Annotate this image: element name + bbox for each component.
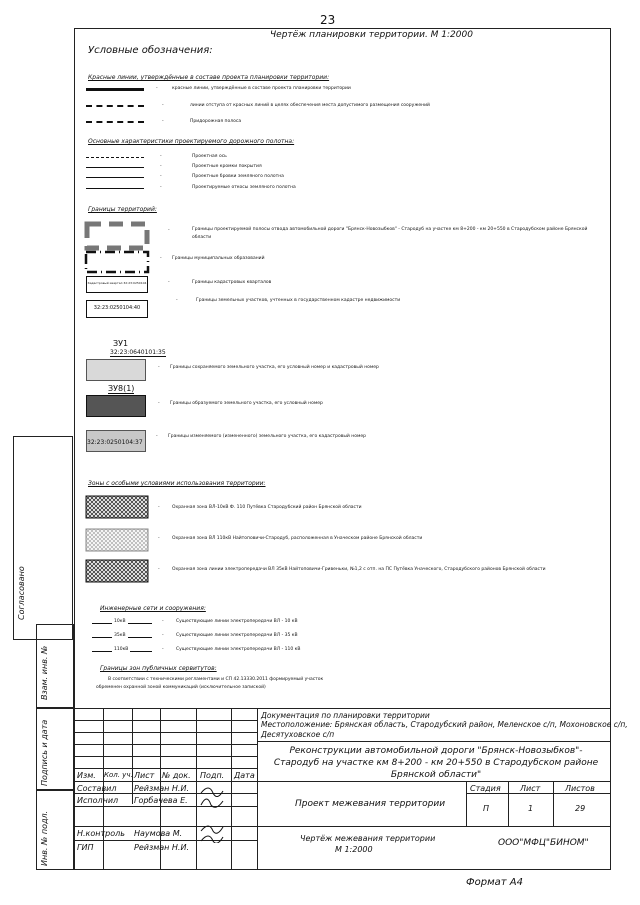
axis-symbol — [86, 157, 144, 158]
parcel-zu8-label: ЗУ8(1) — [108, 384, 135, 393]
name-4: Рейзман Н.И. — [134, 843, 189, 852]
hdr-sign: Подп. — [200, 771, 225, 780]
doc-line-2: Местоположение: Брянская область, Стародубский район, Меленское с/п, Мохоновское с/п, — [261, 720, 628, 729]
legend-zone-110kv: Охранная зона ВЛ 110кВ Найтоповичи-Стародуб, расположенная в Уначеском районе Брянской области — [172, 536, 423, 541]
legend-brow: Проектные бровки земляного полотна — [192, 174, 284, 179]
zone-110kv-symbol — [84, 527, 150, 553]
section-bounds: Границы территорий: — [88, 206, 157, 213]
sheet-title: Чертёж планировки территории. М 1:2000 — [270, 30, 473, 40]
municipal-bound-symbol — [84, 250, 150, 274]
organization: ООО"МФЦ"БИНОМ" — [498, 838, 589, 848]
brow-symbol — [86, 177, 144, 178]
legend-net-35kv: Существующие линии электропередачи ВЛ - 35 кВ — [176, 633, 298, 638]
hdr-izm: Изм. — [77, 771, 96, 780]
section-servitude: Границы зон публичных сервитутов: — [100, 665, 217, 672]
legend-right-of-way: Границы проектируемой полосы отвода автомобильной дороги "Брянск-Новозыбков" - Стародуб на участке км 8+200 - км 20+550 в Стародубском районе Брянской области — [192, 227, 588, 240]
legend-formed-parcel: Границы образуемого земельного участка, его условный номер — [170, 401, 323, 406]
legend-zone-35kv: Охранная зона линии электропередачи ВЛ 35кВ Найтоповичи-Гривеньки, №1,2 с отп. на ПС Путёвка Уначеского, Стародубского районов Брянской области — [172, 567, 546, 572]
legend-heading: Условные обозначения: — [88, 45, 213, 56]
hdr-doc: № док. — [162, 771, 191, 780]
changed-parcel-cad: 32:23:0250104:37 — [87, 439, 143, 446]
sheet-header: Лист — [520, 784, 541, 793]
cad-quarter-label: Кадастровый квартал 32:23:0250104 — [87, 281, 147, 285]
legend-changed-parcel: Границы изменяемого (измененного) земельного участка, его кадастровый номер — [168, 434, 367, 439]
zone-10kv-symbol — [84, 494, 150, 520]
cad-quarter-symbol — [86, 276, 148, 293]
role-4: ГИП — [77, 843, 94, 852]
sheet-value: 1 — [528, 804, 534, 813]
legend-cad-quarter: Границы кадастровых кварталов — [192, 280, 272, 285]
right-of-way-symbol — [84, 221, 150, 251]
sheets-header: Листов — [565, 784, 595, 793]
net-110kv-code: 110кВ — [114, 647, 129, 652]
hdr-kol: Кол. уч. — [104, 771, 133, 779]
section-zones: Зоны с особыми условиями использования территории: — [88, 480, 266, 487]
project-title: Реконструкции автомобильной дороги "Брянск-Новозыбков"-Стародуб на участке км 8+200 - км 20+550 в Стародубском районе Брянской области" — [273, 746, 599, 780]
edge-symbol — [86, 167, 144, 168]
legend-roadside-strip: Придорожная полоса — [190, 119, 242, 124]
stage-header: Стадия — [470, 784, 501, 793]
servitude-text-2: обременен охранной зоной коммуникаций (исключительное запиской) — [96, 685, 266, 690]
drawing-name-1: Чертёж межевания территории — [300, 834, 436, 843]
kept-parcel-symbol — [86, 359, 146, 381]
legend-kept-parcel: Границы сохраняемого земельного участка, его условный номер и кадастровый номер — [170, 365, 379, 370]
format-label: Формат А4 — [466, 877, 523, 888]
changed-parcel-symbol — [86, 430, 146, 452]
role-3: Н.контроль — [77, 829, 125, 838]
legend-municipal: Границы муниципальных образований — [172, 256, 265, 261]
land-parcel-symbol — [86, 300, 148, 318]
servitude-text-1: В соответствии с техническими регламентами и СП 42.13330.2011 формируемый участок — [108, 677, 324, 682]
red-line-symbol — [86, 88, 144, 91]
section-road: Основные характеристики проектируемого дорожного полотна: — [88, 138, 295, 145]
setback-line-symbol — [86, 105, 144, 107]
doc-line-3: Десятуховское с/п — [261, 730, 335, 739]
section-networks: Инженерные сети и сооружения: — [100, 605, 206, 612]
slope-symbol — [86, 188, 144, 189]
roadside-strip-symbol — [86, 121, 144, 123]
name-0: Рейзман Н.И. — [134, 784, 189, 793]
hdr-list: Лист — [134, 771, 155, 780]
legend-setback-line: линии отступа от красных линий в целях обеспечения места допустимого размещения сооружений — [190, 103, 430, 108]
parcel-zu1-label: ЗУ1 — [113, 339, 129, 348]
formed-parcel-symbol — [86, 395, 146, 417]
legend-land-parcel: Границы земельных участков, учтенных в государственном кадастре недвижимости — [196, 298, 401, 303]
zone-35kv-symbol — [84, 558, 150, 584]
legend-net-10kv: Существующие линии электропередачи ВЛ - 10 кВ — [176, 619, 298, 624]
signatures — [198, 783, 228, 843]
role-0: Составил — [77, 784, 117, 793]
margin-agreed: Согласовано — [17, 566, 26, 620]
legend-axis: Проектная ось — [192, 154, 227, 159]
net-35kv-code: 35кВ — [114, 633, 126, 638]
margin-sign-date: Подпись и дата — [40, 719, 49, 786]
net-10kv-code: 10кВ — [114, 619, 126, 624]
legend-net-110kv: Существующие линии электропередачи ВЛ - 110 кВ — [176, 647, 301, 652]
section-red-lines: Красные линии, утверждённые в составе проекта планировки территории: — [88, 74, 330, 81]
legend-zone-10kv: Охранная зона ВЛ-10кВ Ф. 110 Путёвка Стародубский район Брянской области — [172, 505, 362, 510]
margin-inv-vz: Взам. инв. № — [40, 645, 49, 700]
land-parcel-cad: 32:23:0250104:40 — [93, 305, 141, 311]
drawing-name-2: М 1:2000 — [335, 845, 373, 854]
sheets-value: 29 — [575, 804, 586, 813]
margin-inv-podl: Инв. № подл. — [40, 810, 49, 866]
stage-value: П — [483, 804, 490, 813]
parcel-zu1-cad: 32:23:0640101:35 — [110, 349, 166, 356]
doc-line-1: Документация по планировки территории — [261, 711, 430, 720]
doc-name: Проект межевания территории — [295, 799, 446, 809]
role-1: Исполнил — [77, 796, 119, 805]
legend-edge: Проектные кромки покрытия — [192, 164, 262, 169]
name-3: Наумова М. — [134, 829, 183, 838]
legend-red-line: красные линии, утверждённые в составе проекта планировки территории — [172, 86, 351, 91]
legend-slope: Проектируемые откосы земляного полотна — [192, 185, 296, 190]
page-number: 23 — [320, 13, 336, 27]
name-1: Горбачева Е. — [134, 796, 188, 805]
hdr-date: Дата — [234, 771, 255, 780]
